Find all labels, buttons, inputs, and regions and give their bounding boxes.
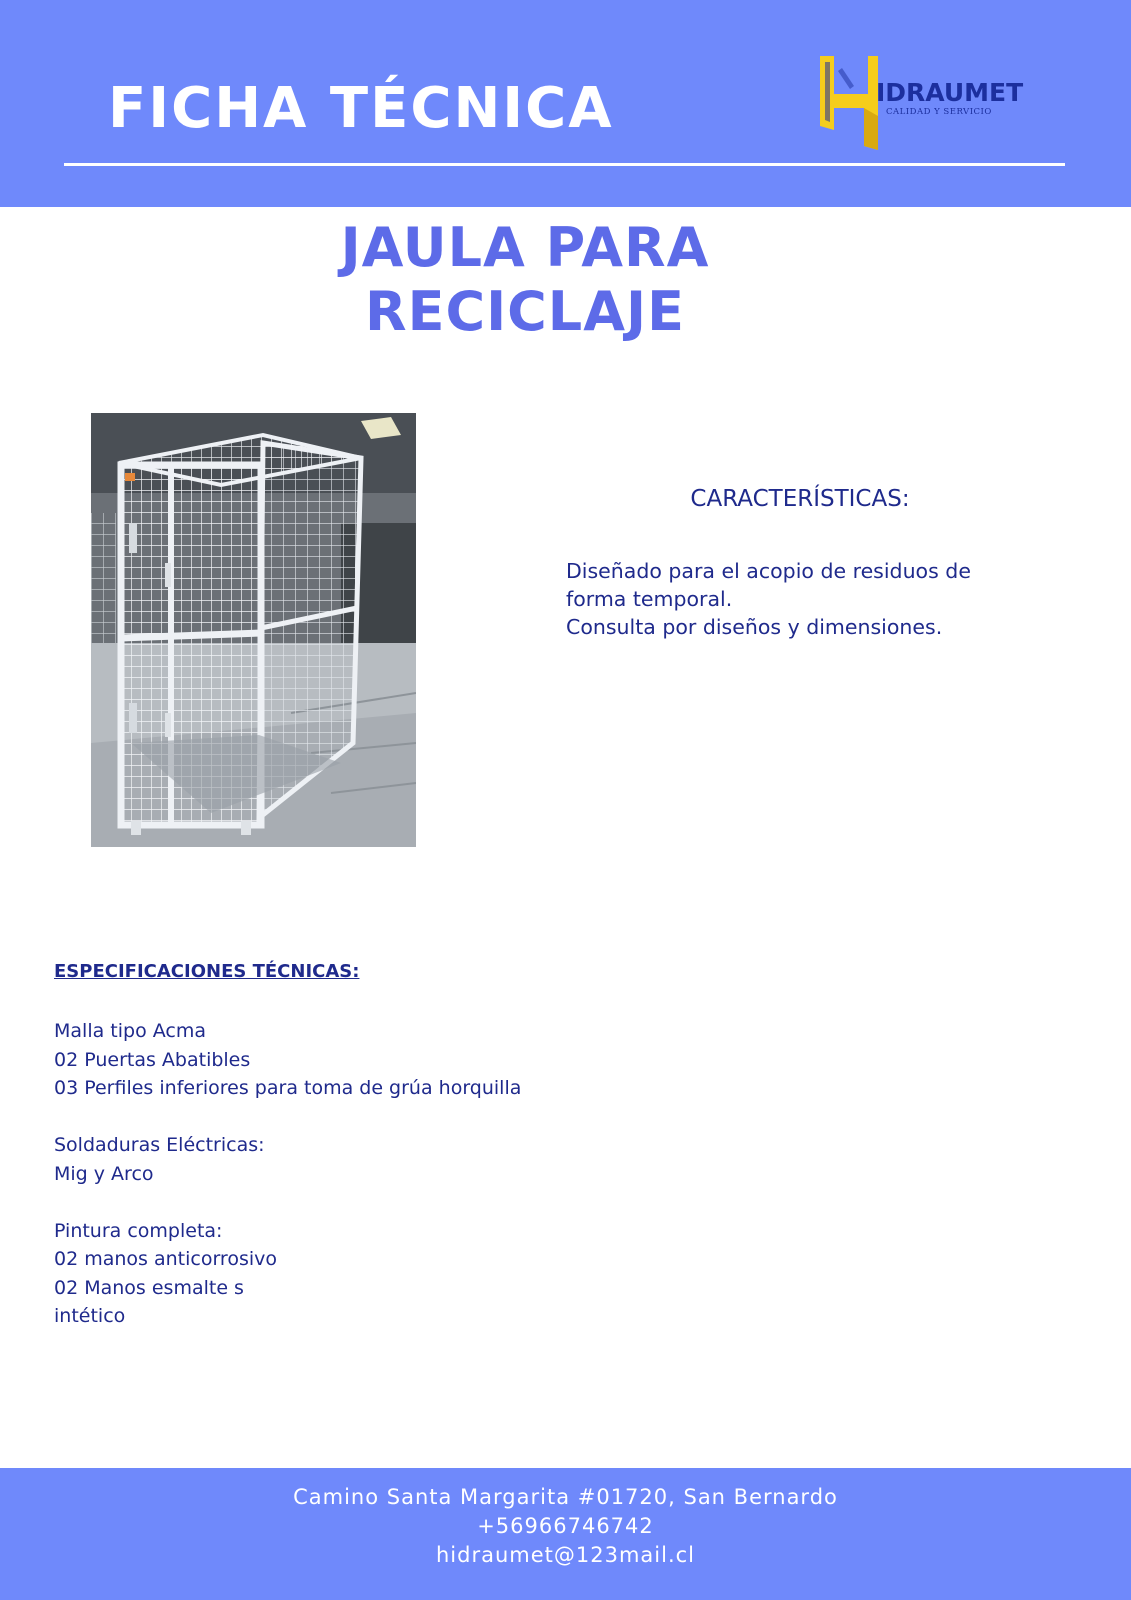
hidraumet-logo xyxy=(820,56,1050,156)
product-photo xyxy=(91,413,416,847)
features-heading: CARACTERÍSTICAS: xyxy=(690,486,910,512)
specs-group-welding xyxy=(54,1131,654,1188)
spec-line: 03 Perfiles inferiores para toma de grúa horquilla xyxy=(54,1077,522,1099)
features-line: forma temporal. xyxy=(566,587,733,611)
spec-line: Malla tipo Acma xyxy=(54,1020,206,1042)
specs-heading: ESPECIFICACIONES TÉCNICAS: xyxy=(54,961,360,982)
product-title-line-1: JAULA PARA xyxy=(340,216,710,279)
footer-email: hidraumet@123mail.cl xyxy=(435,1543,696,1567)
spec-line: 02 Puertas Abatibles xyxy=(54,1048,251,1071)
spec-line: Mig y Arco xyxy=(54,1162,154,1185)
features-line: Consulta por diseños y dimensiones. xyxy=(566,615,943,639)
product-title-line-2: RECICLAJE xyxy=(364,280,685,343)
recycling-cage-photo-icon xyxy=(91,413,416,847)
page-title: FICHA TÉCNICA xyxy=(108,76,614,141)
specs-group-paint xyxy=(54,1217,654,1331)
specs-group-materials xyxy=(54,1017,654,1103)
footer-band xyxy=(0,1468,1131,1600)
features-description xyxy=(566,557,1026,641)
header-band xyxy=(0,0,1131,207)
footer-address: Camino Santa Margarita #01720, San Bernardo xyxy=(293,1485,838,1509)
spec-line: Pintura completa: xyxy=(54,1219,223,1242)
specs-list xyxy=(54,1017,654,1359)
product-title xyxy=(225,216,825,344)
features-line: Diseñado para el acopio de residuos de xyxy=(566,559,971,583)
spec-line: 02 manos anticorrosivo xyxy=(54,1248,277,1270)
spec-line: 02 Manos esmalte s xyxy=(54,1276,244,1299)
footer-phone: +56966746742 xyxy=(477,1514,654,1538)
spec-line: Soldaduras Eléctricas: xyxy=(54,1134,265,1156)
spec-line: intético xyxy=(54,1305,126,1327)
header-divider xyxy=(64,163,1065,166)
logo-tagline: CALIDAD Y SERVICIO xyxy=(886,107,992,117)
logo-wordmark: IDRAUMET xyxy=(876,78,1024,107)
